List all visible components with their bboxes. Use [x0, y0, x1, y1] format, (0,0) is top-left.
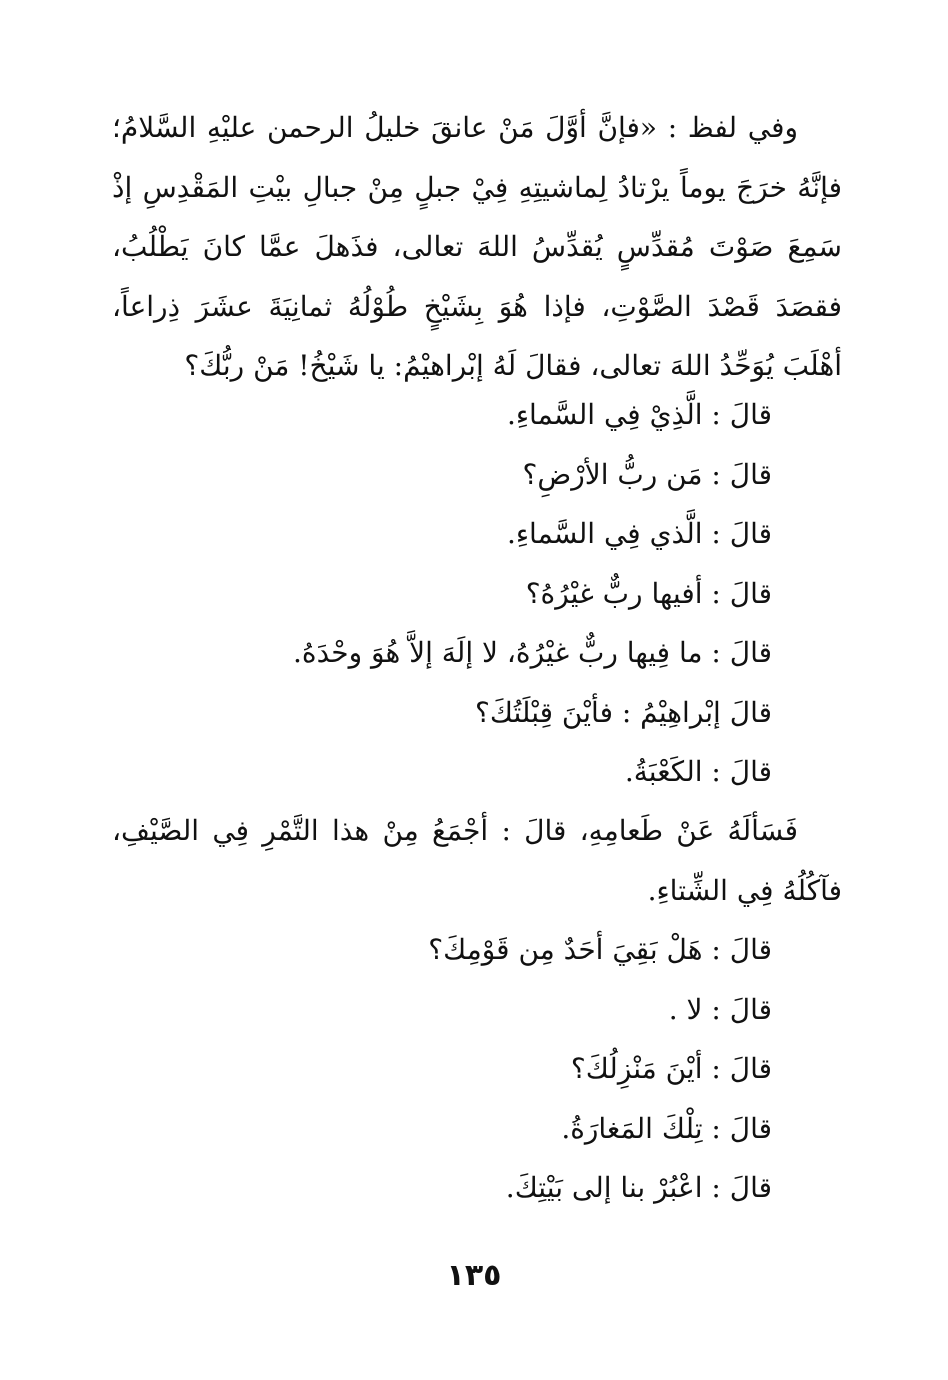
dialogue-line: قالَ : هَلْ بَقِيَ أحَدٌ مِن قَوْمِكَ؟: [428, 933, 772, 966]
dialogue-line: قالَ : ما فِيها ربٌّ غيْرُهُ، لا إلَهَ إلاَّ هُوَ وحْدَهُ.: [293, 636, 772, 669]
dialogue-line: قالَ : لا .: [668, 992, 772, 1026]
dialogue-line: قالَ : الَّذِيْ فِي السَّماءِ.: [506, 398, 772, 431]
dialogue-line: قالَ : أيْنَ مَنْزِلُكَ؟: [570, 1052, 772, 1085]
dialogue-line: قالَ إبْراهِيْمُ : فأيْنَ قِبْلَتُكَ؟: [475, 695, 772, 729]
dialogue-line: قالَ : الَّذي فِي السَّماءِ.: [506, 517, 772, 550]
dialogue-line: قالَ : اعْبُرْ بنا إلى بَيْتِكَ.: [505, 1171, 772, 1204]
dialogue-list-1: [112, 385, 772, 802]
dialogue-line: قالَ : الكَعْبَةُ.: [624, 755, 772, 788]
intro-paragraph: وفي لفظ : «فإنَّ أوَّلَ مَنْ عانقَ خليلُ الرحمن عليْهِ السَّلامُ؛ فإنَّهُ خرَجَ يوماً يرْتادُ لِماشيتِهِ فِيْ جبلٍ مِنْ جبالِ بيْتِ المَقْدِسِ إذْ سَمِعَ صَوْتَ مُقدِّسٍ يُقدِّسُ اللهَ تعالى، فذَهلَ عمَّا كانَ يَطْلُبُ، فقصَدَ قَصْدَ الصَّوْتِ، فإذا هُوَ بِشَيْخٍ طُوْلُهُ ثمانِيَةَ عشَرَ ذِراعاً، أهْلَبَ يُوَحِّدُ اللهَ تعالى، فقالَ لَهُ إبْراهيْمُ: يا شَيْخُ! مَنْ ربُّكَ؟: [112, 111, 842, 382]
dialogue-line: قالَ : مَن ربُّ الأرْضِ؟: [522, 457, 772, 491]
dialogue-list-2: [112, 920, 772, 1218]
second-paragraph: فَسَألَهُ عَنْ طَعامِهِ، قالَ : أجْمَعُ مِنْ هذا التَّمْرِ فِي الصَّيْفِ، فآكُلُهُ فِي الشِّتاءِ.: [112, 814, 842, 907]
dialogue-line: قالَ : تِلْكَ المَغارَةُ.: [561, 1111, 772, 1145]
page-number: ١٣٥: [446, 1258, 502, 1293]
dialogue-line: قالَ : أفيها ربٌّ غيْرُهُ؟: [525, 576, 772, 610]
